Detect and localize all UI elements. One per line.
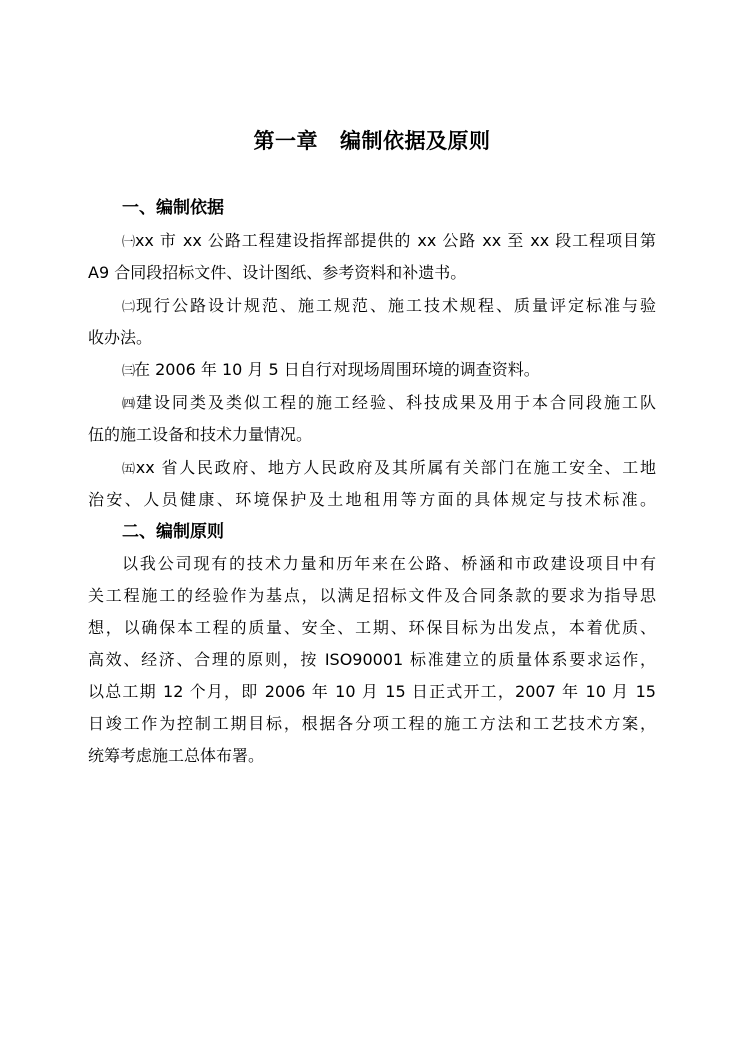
- basis-item-1-line-2: A9 合同段招标文件、设计图纸、参考资料和补遗书。: [88, 263, 467, 282]
- basis-item-5-line-1: ㈤xx 省人民政府、地方人民政府及其所属有关部门在施工安全、工地: [122, 458, 656, 477]
- section-heading-principles: 二、编制原则: [122, 522, 224, 542]
- basis-item-3-line-1: ㈢在 2006 年 10 月 5 日自行对现场周围环境的调查资料。: [122, 360, 540, 379]
- principles-line-3: 想，以确保本工程的质量、安全、工期、环保目标为出发点，本着优质、: [88, 618, 656, 637]
- chapter-subtitle: 编制依据及原则: [340, 129, 491, 153]
- principles-line-7: 统筹考虑施工总体布署。: [88, 746, 265, 765]
- chapter-title: [0, 126, 744, 156]
- basis-item-5-marker: ㈤: [122, 462, 136, 477]
- basis-item-2-line-2: 收办法。: [88, 328, 153, 347]
- principles-line-6: 日竣工作为控制工期目标，根据各分项工程的施工方法和工艺技术方案，: [88, 714, 656, 733]
- basis-item-4: [88, 387, 656, 451]
- basis-item-5: [88, 452, 656, 516]
- basis-item-5-line-2: 治安、人员健康、环境保护及土地租用等方面的具体规定与技术标准。: [88, 490, 656, 509]
- basis-item-1: [88, 225, 656, 289]
- principles-line-1: 以我公司现有的技术力量和历年来在公路、桥涵和市政建设项目中有: [122, 554, 656, 573]
- basis-item-2-line-1: ㈡现行公路设计规范、施工规范、施工技术规程、质量评定标准与验: [122, 296, 656, 315]
- chapter-number: 第一章: [253, 129, 318, 153]
- section-heading-basis: 一、编制依据: [122, 198, 224, 218]
- basis-item-4-marker: ㈣: [122, 397, 136, 412]
- principles-paragraph: [88, 548, 656, 772]
- principles-line-2: 关工程施工的经验作为基点，以满足招标文件及合同条款的要求为指导思: [88, 586, 656, 605]
- basis-item-3-marker: ㈢: [122, 364, 135, 379]
- basis-item-3: [88, 354, 656, 386]
- basis-item-4-line-2: 伍的施工设备和技术力量情况。: [88, 425, 313, 444]
- basis-item-4-line-1: ㈣建设同类及类似工程的施工经验、科技成果及用于本合同段施工队: [122, 393, 656, 412]
- basis-item-1-marker: ㈠: [122, 235, 135, 250]
- principles-line-4: 高效、经济、合理的原则，按 ISO90001 标准建立的质量体系要求运作，: [88, 650, 656, 669]
- basis-item-2-marker: ㈡: [122, 300, 136, 315]
- principles-line-5: 以总工期 12 个月，即 2006 年 10 月 15 日正式开工，2007 年 10 月 15: [88, 682, 656, 701]
- basis-item-1-line-1: ㈠xx 市 xx 公路工程建设指挥部提供的 xx 公路 xx 至 xx 段工程项目第: [122, 231, 656, 250]
- basis-item-2: [88, 290, 656, 354]
